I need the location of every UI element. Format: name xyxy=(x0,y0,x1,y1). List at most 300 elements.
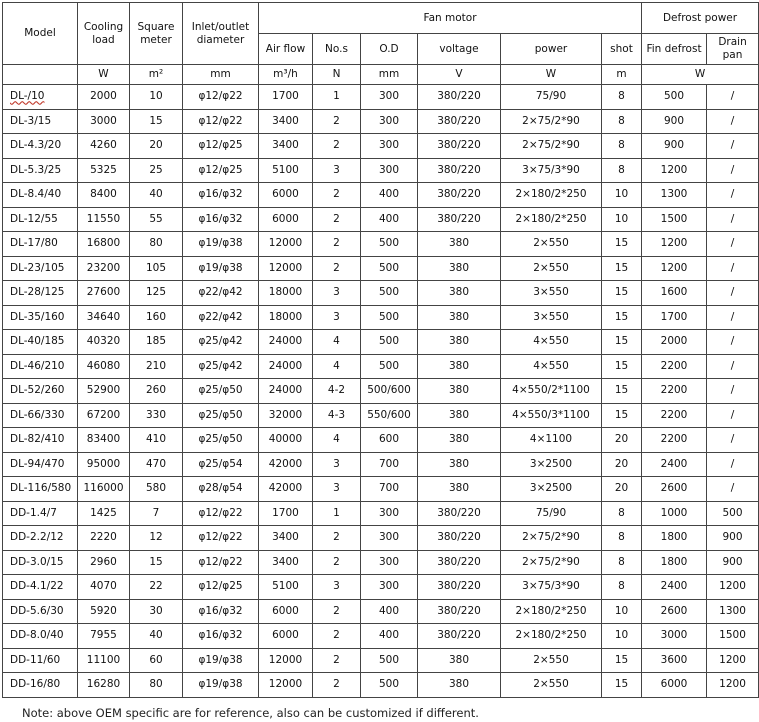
model-cell: DD-11/60 xyxy=(3,648,78,673)
table-cell: 6000 xyxy=(259,624,313,649)
model-cell: DL-116/580 xyxy=(3,477,78,502)
table-cell: 3×2500 xyxy=(501,452,602,477)
table-cell: 15 xyxy=(130,109,183,134)
table-cell: 40 xyxy=(130,624,183,649)
table-row xyxy=(3,232,759,257)
header-drain-pan: Drain pan xyxy=(707,34,759,65)
table-cell: 2000 xyxy=(78,85,130,110)
table-cell: 330 xyxy=(130,403,183,428)
unit-power: W xyxy=(501,65,602,85)
table-cell: 160 xyxy=(130,305,183,330)
table-row xyxy=(3,305,759,330)
table-cell: 1 xyxy=(313,501,361,526)
table-cell: 470 xyxy=(130,452,183,477)
table-cell: φ12/φ22 xyxy=(183,550,259,575)
table-cell: 2×75/2*90 xyxy=(501,550,602,575)
table-cell: φ16/φ32 xyxy=(183,183,259,208)
table-cell: 23200 xyxy=(78,256,130,281)
table-row xyxy=(3,599,759,624)
table-cell: 15 xyxy=(602,403,642,428)
table-cell: 900 xyxy=(707,526,759,551)
table-cell: 15 xyxy=(130,550,183,575)
table-cell: 2000 xyxy=(642,330,707,355)
table-cell: 6000 xyxy=(259,207,313,232)
table-row xyxy=(3,330,759,355)
table-cell: 2 xyxy=(313,109,361,134)
unit-cooling-load: W xyxy=(78,65,130,85)
table-cell: / xyxy=(707,85,759,110)
table-cell: 300 xyxy=(361,134,418,159)
table-cell: 16280 xyxy=(78,673,130,698)
table-cell: 6000 xyxy=(259,183,313,208)
table-cell: φ16/φ32 xyxy=(183,624,259,649)
table-cell: 1300 xyxy=(642,183,707,208)
table-cell: 380/220 xyxy=(418,526,501,551)
table-cell: 2×75/2*90 xyxy=(501,109,602,134)
table-cell: 75/90 xyxy=(501,85,602,110)
table-cell: 185 xyxy=(130,330,183,355)
table-cell: 1800 xyxy=(642,526,707,551)
unit-diameter: mm xyxy=(183,65,259,85)
header-diameter: Inlet/outlet diameter xyxy=(183,3,259,65)
table-cell: 2×75/2*90 xyxy=(501,526,602,551)
table-cell: 3400 xyxy=(259,526,313,551)
table-cell: 40 xyxy=(130,183,183,208)
table-cell: 83400 xyxy=(78,428,130,453)
table-cell: 2 xyxy=(313,134,361,159)
table-cell: 24000 xyxy=(259,379,313,404)
table-cell: / xyxy=(707,354,759,379)
table-cell: 3×2500 xyxy=(501,477,602,502)
table-cell: φ25/φ54 xyxy=(183,452,259,477)
header-od: O.D xyxy=(361,34,418,65)
table-cell: 380 xyxy=(418,477,501,502)
table-cell: φ22/φ42 xyxy=(183,281,259,306)
table-cell: / xyxy=(707,207,759,232)
table-cell: 2400 xyxy=(642,575,707,600)
table-cell: 80 xyxy=(130,673,183,698)
table-cell: 5325 xyxy=(78,158,130,183)
table-cell: 900 xyxy=(642,109,707,134)
model-cell: DL-8.4/40 xyxy=(3,183,78,208)
table-cell: 42000 xyxy=(259,452,313,477)
table-row xyxy=(3,624,759,649)
model-cell: DL-/10 xyxy=(3,85,78,110)
table-cell: 500/600 xyxy=(361,379,418,404)
table-cell: 3400 xyxy=(259,550,313,575)
table-cell: 2 xyxy=(313,673,361,698)
header-power: power xyxy=(501,34,602,65)
table-cell: 3400 xyxy=(259,134,313,159)
table-cell: 380/220 xyxy=(418,575,501,600)
table-cell: 2 xyxy=(313,526,361,551)
table-cell: 380/220 xyxy=(418,624,501,649)
table-cell: 2 xyxy=(313,550,361,575)
table-cell: 11100 xyxy=(78,648,130,673)
table-cell: 1800 xyxy=(642,550,707,575)
table-row xyxy=(3,673,759,698)
table-cell: 380 xyxy=(418,281,501,306)
model-cell: DL-40/185 xyxy=(3,330,78,355)
table-cell: 4×550/3*1100 xyxy=(501,403,602,428)
table-row xyxy=(3,183,759,208)
table-cell: / xyxy=(707,183,759,208)
table-cell: 15 xyxy=(602,330,642,355)
table-cell: 300 xyxy=(361,109,418,134)
table-cell: 8 xyxy=(602,526,642,551)
table-cell: 500 xyxy=(361,305,418,330)
table-cell: φ16/φ32 xyxy=(183,207,259,232)
table-cell: 1300 xyxy=(707,599,759,624)
table-cell: 15 xyxy=(602,256,642,281)
header-cooling-load: Cooling load xyxy=(78,3,130,65)
table-cell: 95000 xyxy=(78,452,130,477)
table-cell: / xyxy=(707,158,759,183)
table-cell: φ22/φ42 xyxy=(183,305,259,330)
spec-table xyxy=(2,2,759,698)
table-cell: 75/90 xyxy=(501,501,602,526)
table-cell: φ16/φ32 xyxy=(183,599,259,624)
table-cell: 12000 xyxy=(259,648,313,673)
table-cell: 2×550 xyxy=(501,232,602,257)
table-cell: 500 xyxy=(707,501,759,526)
table-cell: 2220 xyxy=(78,526,130,551)
table-cell: 4 xyxy=(313,330,361,355)
table-cell: φ12/φ25 xyxy=(183,134,259,159)
table-row xyxy=(3,158,759,183)
table-cell: / xyxy=(707,428,759,453)
table-cell: 116000 xyxy=(78,477,130,502)
table-cell: φ25/φ42 xyxy=(183,354,259,379)
table-cell: 2600 xyxy=(642,477,707,502)
table-cell: 8 xyxy=(602,158,642,183)
table-cell: 260 xyxy=(130,379,183,404)
table-cell: / xyxy=(707,403,759,428)
table-cell: 125 xyxy=(130,281,183,306)
table-cell: 380 xyxy=(418,403,501,428)
table-cell: / xyxy=(707,109,759,134)
table-cell: 4-2 xyxy=(313,379,361,404)
table-cell: 24000 xyxy=(259,354,313,379)
table-cell: 42000 xyxy=(259,477,313,502)
table-cell: 1500 xyxy=(707,624,759,649)
table-cell: φ19/φ38 xyxy=(183,648,259,673)
table-cell: 400 xyxy=(361,624,418,649)
table-cell: 8 xyxy=(602,501,642,526)
table-row xyxy=(3,452,759,477)
unit-shot: m xyxy=(602,65,642,85)
table-cell: 380 xyxy=(418,305,501,330)
unit-nos: N xyxy=(313,65,361,85)
table-cell: 20 xyxy=(130,134,183,159)
table-cell: 1500 xyxy=(642,207,707,232)
table-cell: 8 xyxy=(602,550,642,575)
model-cell: DD-2.2/12 xyxy=(3,526,78,551)
table-cell: 500 xyxy=(361,232,418,257)
table-cell: 20 xyxy=(602,477,642,502)
table-cell: 1600 xyxy=(642,281,707,306)
table-cell: 3×75/3*90 xyxy=(501,575,602,600)
table-row xyxy=(3,281,759,306)
table-cell: 2 xyxy=(313,207,361,232)
model-cell: DL-52/260 xyxy=(3,379,78,404)
table-cell: 380 xyxy=(418,330,501,355)
table-cell: 2 xyxy=(313,599,361,624)
table-cell: 2 xyxy=(313,232,361,257)
header-voltage: voltage xyxy=(418,34,501,65)
table-row xyxy=(3,526,759,551)
table-cell: 500 xyxy=(361,648,418,673)
table-row xyxy=(3,256,759,281)
table-cell: 380/220 xyxy=(418,599,501,624)
table-cell: / xyxy=(707,477,759,502)
table-cell: 1200 xyxy=(642,256,707,281)
table-cell: 380 xyxy=(418,428,501,453)
table-cell: 2 xyxy=(313,648,361,673)
table-cell: 22 xyxy=(130,575,183,600)
table-cell: / xyxy=(707,256,759,281)
model-cell: DL-46/210 xyxy=(3,354,78,379)
table-cell: 1000 xyxy=(642,501,707,526)
table-cell: 3 xyxy=(313,281,361,306)
table-cell: 2 xyxy=(313,624,361,649)
table-cell: 40320 xyxy=(78,330,130,355)
table-cell: 380 xyxy=(418,256,501,281)
table-row xyxy=(3,403,759,428)
table-cell: 20 xyxy=(602,452,642,477)
table-cell: 8 xyxy=(602,575,642,600)
table-cell: 60 xyxy=(130,648,183,673)
table-row xyxy=(3,550,759,575)
table-cell: 1700 xyxy=(259,501,313,526)
table-cell: 2 xyxy=(313,256,361,281)
table-cell: 2×180/2*250 xyxy=(501,599,602,624)
table-cell: 3600 xyxy=(642,648,707,673)
table-cell: 4 xyxy=(313,428,361,453)
unit-air-flow: m³/h xyxy=(259,65,313,85)
table-cell: 380 xyxy=(418,379,501,404)
table-cell: 2960 xyxy=(78,550,130,575)
table-cell: 300 xyxy=(361,85,418,110)
model-cell: DD-4.1/22 xyxy=(3,575,78,600)
unit-model-blank xyxy=(3,65,78,85)
table-cell: 380 xyxy=(418,673,501,698)
table-cell: 2 xyxy=(313,183,361,208)
table-row xyxy=(3,354,759,379)
table-cell: 500 xyxy=(361,354,418,379)
table-cell: 2×180/2*250 xyxy=(501,624,602,649)
table-cell: 2200 xyxy=(642,354,707,379)
table-cell: 15 xyxy=(602,673,642,698)
table-cell: 300 xyxy=(361,526,418,551)
table-cell: 6000 xyxy=(259,599,313,624)
model-cell: DL-4.3/20 xyxy=(3,134,78,159)
table-cell: 15 xyxy=(602,648,642,673)
table-cell: 11550 xyxy=(78,207,130,232)
table-cell: 3×550 xyxy=(501,305,602,330)
table-cell: 900 xyxy=(707,550,759,575)
table-cell: φ19/φ38 xyxy=(183,256,259,281)
table-cell: 410 xyxy=(130,428,183,453)
table-cell: 2600 xyxy=(642,599,707,624)
table-cell: 15 xyxy=(602,232,642,257)
table-cell: 1200 xyxy=(642,158,707,183)
table-row xyxy=(3,379,759,404)
table-cell: 3400 xyxy=(259,109,313,134)
table-cell: 6000 xyxy=(642,673,707,698)
table-cell: 2×75/2*90 xyxy=(501,134,602,159)
table-cell: 700 xyxy=(361,452,418,477)
table-cell: 4-3 xyxy=(313,403,361,428)
table-cell: 4260 xyxy=(78,134,130,159)
table-cell: 18000 xyxy=(259,305,313,330)
table-cell: 400 xyxy=(361,599,418,624)
table-cell: 16800 xyxy=(78,232,130,257)
table-cell: 700 xyxy=(361,477,418,502)
model-cell: DL-94/470 xyxy=(3,452,78,477)
table-cell: 4×550 xyxy=(501,330,602,355)
table-cell: 10 xyxy=(602,207,642,232)
table-cell: 15 xyxy=(602,281,642,306)
table-cell: 380/220 xyxy=(418,85,501,110)
table-cell: φ25/φ50 xyxy=(183,403,259,428)
table-cell: 380/220 xyxy=(418,550,501,575)
table-cell: 2×550 xyxy=(501,256,602,281)
table-row xyxy=(3,207,759,232)
table-cell: 55 xyxy=(130,207,183,232)
table-cell: 300 xyxy=(361,575,418,600)
table-cell: 1200 xyxy=(707,575,759,600)
table-cell: 380/220 xyxy=(418,109,501,134)
table-cell: 18000 xyxy=(259,281,313,306)
table-cell: 380/220 xyxy=(418,158,501,183)
table-row xyxy=(3,85,759,110)
table-cell: 2×180/2*250 xyxy=(501,207,602,232)
header-nos: No.s xyxy=(313,34,361,65)
table-cell: 380 xyxy=(418,232,501,257)
table-cell: 1700 xyxy=(642,305,707,330)
table-cell: 10 xyxy=(130,85,183,110)
table-cell: 210 xyxy=(130,354,183,379)
header-fan-motor: Fan motor xyxy=(259,3,642,34)
header-air-flow: Air flow xyxy=(259,34,313,65)
table-cell: 300 xyxy=(361,550,418,575)
table-cell: 400 xyxy=(361,207,418,232)
table-cell: 4 xyxy=(313,354,361,379)
table-cell: 7955 xyxy=(78,624,130,649)
table-cell: 15 xyxy=(602,305,642,330)
table-cell: 380/220 xyxy=(418,134,501,159)
table-cell: 12000 xyxy=(259,256,313,281)
table-cell: φ19/φ38 xyxy=(183,232,259,257)
table-cell: 550/600 xyxy=(361,403,418,428)
table-cell: / xyxy=(707,281,759,306)
table-cell: φ25/φ42 xyxy=(183,330,259,355)
table-cell: 400 xyxy=(361,183,418,208)
table-cell: φ12/φ22 xyxy=(183,85,259,110)
table-cell: 25 xyxy=(130,158,183,183)
table-cell: 2200 xyxy=(642,379,707,404)
table-cell: 380 xyxy=(418,354,501,379)
table-cell: 15 xyxy=(602,379,642,404)
table-cell: 27600 xyxy=(78,281,130,306)
table-cell: / xyxy=(707,305,759,330)
table-cell: 1700 xyxy=(259,85,313,110)
table-cell: 580 xyxy=(130,477,183,502)
header-shot: shot xyxy=(602,34,642,65)
table-cell: 500 xyxy=(642,85,707,110)
table-cell: φ12/φ25 xyxy=(183,575,259,600)
table-row xyxy=(3,575,759,600)
table-cell: 10 xyxy=(602,624,642,649)
table-cell: φ12/φ22 xyxy=(183,526,259,551)
table-body xyxy=(3,85,759,698)
table-cell: φ25/φ50 xyxy=(183,428,259,453)
table-cell: 52900 xyxy=(78,379,130,404)
table-row xyxy=(3,109,759,134)
table-cell: 1200 xyxy=(642,232,707,257)
table-cell: 3 xyxy=(313,575,361,600)
table-cell: 5100 xyxy=(259,575,313,600)
table-cell: / xyxy=(707,379,759,404)
table-cell: 500 xyxy=(361,673,418,698)
model-cell: DL-66/330 xyxy=(3,403,78,428)
table-cell: φ12/φ25 xyxy=(183,158,259,183)
table-cell: 4×1100 xyxy=(501,428,602,453)
table-cell: / xyxy=(707,452,759,477)
table-row xyxy=(3,501,759,526)
table-cell: 3000 xyxy=(642,624,707,649)
table-cell: 32000 xyxy=(259,403,313,428)
model-cell: DL-12/55 xyxy=(3,207,78,232)
table-cell: 4070 xyxy=(78,575,130,600)
model-cell: DL-17/80 xyxy=(3,232,78,257)
table-cell: 500 xyxy=(361,256,418,281)
table-cell: 380/220 xyxy=(418,207,501,232)
model-cell: DL-5.3/25 xyxy=(3,158,78,183)
model-cell: DL-23/105 xyxy=(3,256,78,281)
table-cell: 24000 xyxy=(259,330,313,355)
table-cell: 500 xyxy=(361,330,418,355)
table-cell: 2200 xyxy=(642,428,707,453)
table-cell: 7 xyxy=(130,501,183,526)
model-cell: DD-3.0/15 xyxy=(3,550,78,575)
table-cell: 1 xyxy=(313,85,361,110)
table-cell: 3 xyxy=(313,452,361,477)
table-cell: 900 xyxy=(642,134,707,159)
table-cell: 3×550 xyxy=(501,281,602,306)
table-cell: 1425 xyxy=(78,501,130,526)
table-cell: 8 xyxy=(602,109,642,134)
header-model: Model xyxy=(3,3,78,65)
table-cell: 8 xyxy=(602,85,642,110)
model-cell: DL-3/15 xyxy=(3,109,78,134)
table-row xyxy=(3,648,759,673)
header-square-meter: Square meter xyxy=(130,3,183,65)
table-cell: 2×550 xyxy=(501,673,602,698)
table-cell: 8400 xyxy=(78,183,130,208)
table-cell: 2200 xyxy=(642,403,707,428)
table-cell: 3 xyxy=(313,477,361,502)
unit-square-meter: m² xyxy=(130,65,183,85)
unit-defrost: W xyxy=(642,65,759,85)
table-cell: 380/220 xyxy=(418,183,501,208)
table-cell: φ12/φ22 xyxy=(183,109,259,134)
unit-od: mm xyxy=(361,65,418,85)
table-cell: 10 xyxy=(602,599,642,624)
model-cell: DD-16/80 xyxy=(3,673,78,698)
table-cell: 8 xyxy=(602,134,642,159)
